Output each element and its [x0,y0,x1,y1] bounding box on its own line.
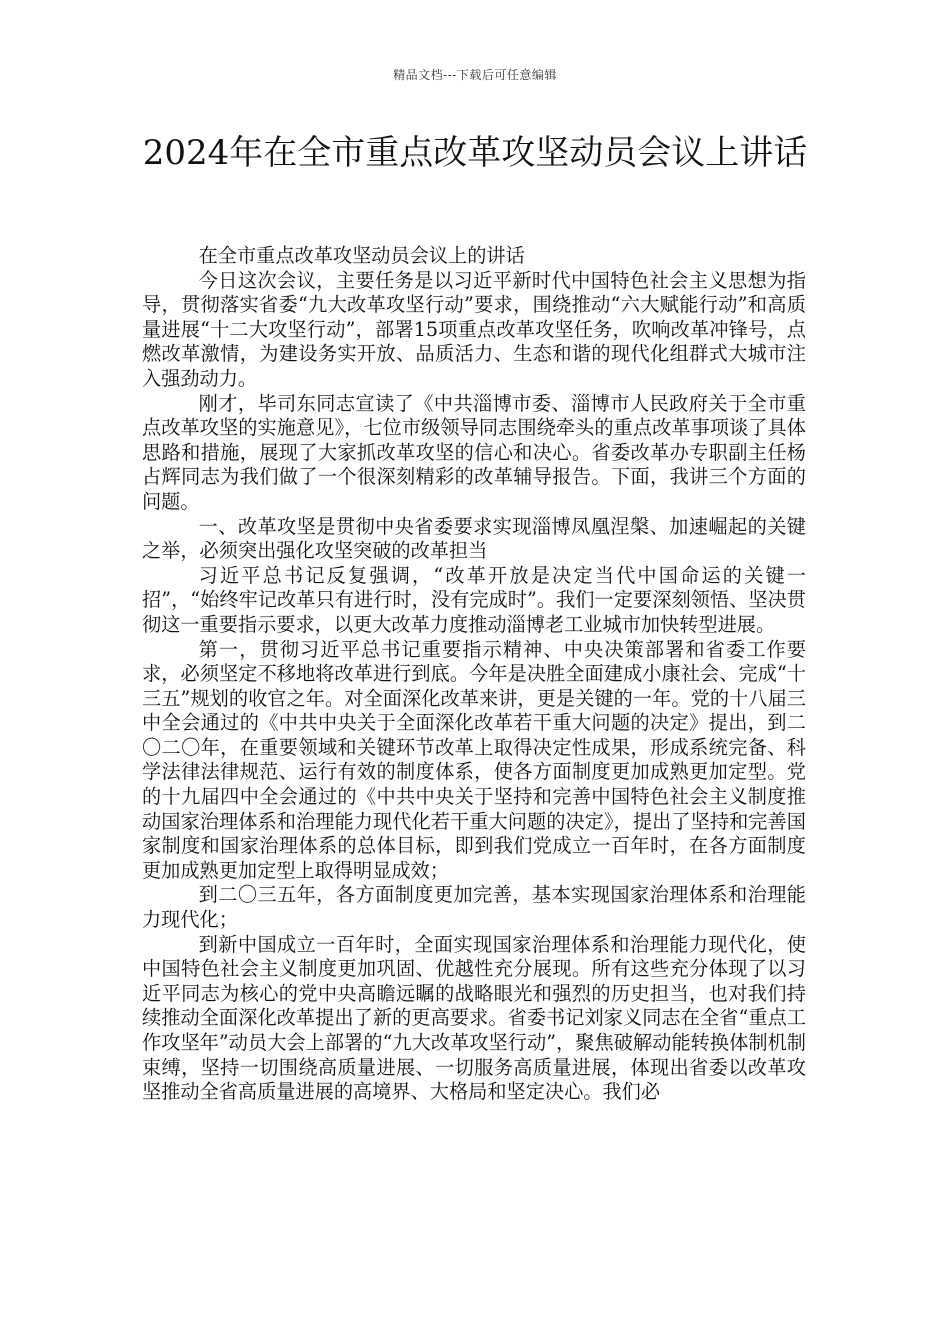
section-heading: 一、改革攻坚是贯彻中央省委要求实现淄博凤凰涅槃、加速崛起的关键之举，必须突出强化攻坚突破的改革担当 [142,514,806,563]
body-paragraph: 今日这次会议，主要任务是以习近平新时代中国特色社会主义思想为指导，贯彻落实省委“九大改革攻坚行动”要求，围绕推动“六大赋能行动”和高质量进展“十二大攻坚行动”，部署15项重点改革攻坚任务，吹响改革冲锋号，点燃改革激情，为建设务实开放、品质活力、生态和谐的现代化组群式大城市注入强劲动力。 [142,268,806,390]
body-paragraph: 到新中国成立一百年时，全面实现国家治理体系和治理能力现代化，使中国特色社会主义制度更加巩固、优越性充分展现。所有这些充分体现了以习近平同志为核心的党中央高瞻远瞩的战略眼光和强烈的历史担当，也对我们持续推动全面深化改革提出了新的更高要求。省委书记刘家义同志在全省“重点工作攻坚年”动员大会上部署的“九大改革攻坚行动”，聚焦破解动能转换体制机制束缚，坚持一切围绕高质量进展、一切服务高质量进展，体现出省委以改革攻坚推动全省高质量进展的高境界、大格局和坚定决心。我们必 [142,932,806,1104]
document-body [142,244,806,1105]
body-paragraph: 习近平总书记反复强调，“改革开放是决定当代中国命运的关键一招”，“始终牢记改革只有进行时，没有完成时”。我们一定要深刻领悟、坚决贯彻这一重要指示要求，以更大改革力度推动淄博老工业城市加快转型进展。 [142,563,806,636]
body-paragraph: 第一，贯彻习近平总书记重要指示精神、中央决策部署和省委工作要求，必须坚定不移地将改革进行到底。今年是决胜全面建成小康社会、完成“十三五”规划的收官之年。对全面深化改革来讲，更是关键的一年。党的十八届三中全会通过的《中共中央关于全面深化改革若干重大问题的决定》提出，到二〇二〇年，在重要领域和关键环节改革上取得决定性成果，形成系统完备、科学法律法律规范、运行有效的制度体系，使各方面制度更加成熟更加定型。党的十九届四中全会通过的《中共中央关于坚持和完善中国特色社会主义制度推动国家治理体系和治理能力现代化若干重大问题的决定》，提出了坚持和完善国家制度和国家治理体系的总体目标，即到我们党成立一百年时，在各方面制度更加成熟更加定型上取得明显成效； [142,637,806,882]
body-paragraph: 到二〇三五年，各方面制度更加完善，基本实现国家治理体系和治理能力现代化； [142,883,806,932]
subtitle-paragraph: 在全市重点改革攻坚动员会议上的讲话 [198,244,525,267]
document-title: 2024年在全市重点改革攻坚动员会议上讲话 [142,133,808,173]
header-note: 精品文档---下载后可任意编辑 [393,68,557,82]
body-paragraph: 刚才，毕司东同志宣读了《中共淄博市委、淄博市人民政府关于全市重点改革攻坚的实施意见》，七位市级领导同志围绕牵头的重点改革事项谈了具体思路和措施，展现了大家抓改革攻坚的信心和决心。省委改革办专职副主任杨占辉同志为我们做了一个很深刻精彩的改革辅导报告。下面，我讲三个方面的问题。 [142,391,806,513]
